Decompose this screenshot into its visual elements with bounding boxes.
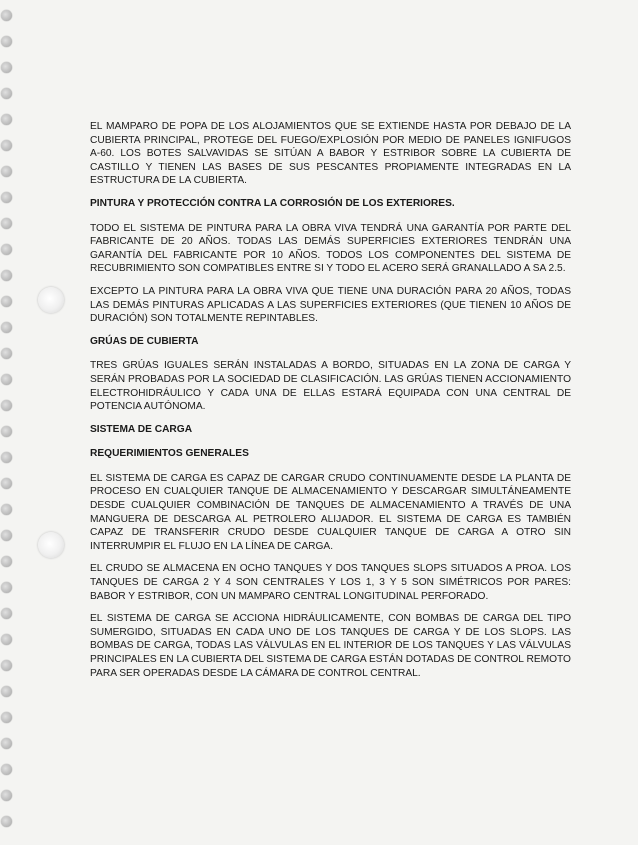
binder-hole: [1, 660, 12, 671]
heading-pintura: PINTURA Y PROTECCIÓN CONTRA LA CORROSIÓN DE LOS EXTERIORES.: [90, 197, 455, 209]
paragraph-pintura-garantia: TODO EL SISTEMA DE PINTURA PARA LA OBRA VIVA TENDRÁ UNA GARANTÍA POR PARTE DEL FABRICANTE DE 20 AÑOS. TODAS LAS DEMÁS SUPERFICIES EXTERIORES TENDRÁN UNA GARANTÍA DEL FABRICANTE POR 10 AÑOS. TODOS LOS COMPONENTES DEL SISTEMA DE RECUBRIMIENTO SON COMPATIBLES ENTRE SI Y TODO EL ACERO SERÁ GRANALLADO A SA 2.5.: [90, 222, 571, 275]
binder-hole: [1, 582, 12, 593]
heading-sistema-carga: SISTEMA DE CARGA: [90, 423, 193, 435]
binder-hole: [1, 764, 12, 775]
binder-hole: [1, 712, 12, 723]
paragraph-gruas: TRES GRÚAS IGUALES SERÁN INSTALADAS A BORDO, SITUADAS EN LA ZONA DE CARGA Y SERÁN PROBADAS POR LA SOCIEDAD DE CLASIFICACIÓN. LAS GRÚAS TIENEN ACCIONAMIENTO ELECTROHIDRÁULICO Y CADA UNA DE ELLAS ESTARÁ EQUIPADA CON UNA CENTRAL DE POTENCIA AUTÓNOMA.: [90, 360, 571, 413]
binder-hole: [1, 426, 12, 437]
binder-hole: [1, 816, 12, 827]
binder-hole: [1, 504, 12, 515]
paragraph-pintura-excepto: EXCEPTO LA PINTURA PARA LA OBRA VIVA QUE TIENE UNA DURACIÓN PARA 20 AÑOS, TODAS LAS DEMÁS PINTURAS APLICADAS A LAS SUPERFICIES EXTERIORES (QUE TIENEN 10 AÑOS DE DURACIÓN) SON TOTALMENTE REPINTABLES.: [90, 285, 571, 325]
binder-hole: [1, 738, 12, 749]
binder-hole: [1, 192, 12, 203]
document-body: [90, 120, 571, 689]
binder-hole: [1, 140, 12, 151]
binder-hole: [1, 374, 12, 385]
binder-hole: [1, 62, 12, 73]
binder-hole: [1, 400, 12, 411]
punch-hole-bottom: [38, 532, 64, 558]
heading-requerimientos: REQUERIMIENTOS GENERALES: [90, 448, 249, 460]
binder-hole: [1, 686, 12, 697]
binder-hole: [1, 790, 12, 801]
paragraph-crudo: EL CRUDO SE ALMACENA EN OCHO TANQUES Y DOS TANQUES SLOPS SITUADOS A PROA. LOS TANQUES DE CARGA 2 Y 4 SON CENTRALES Y LOS 1, 3 Y 5 SON SIMÉTRICOS POR PARES: BABOR Y ESTRIBOR, CON UN MAMPARO CENTRAL LONGITUDINAL PERFORADO.: [90, 563, 571, 602]
binder-hole: [1, 556, 12, 567]
binder-hole: [1, 452, 12, 463]
binder-hole: [1, 322, 12, 333]
punch-hole-top: [38, 287, 64, 313]
binder-holes: [0, 0, 22, 845]
paragraph-mamparo: EL MAMPARO DE POPA DE LOS ALOJAMIENTOS QUE SE EXTIENDE HASTA POR DEBAJO DE LA CUBIERTA PRINCIPAL, PROTEGE DEL FUEGO/EXPLOSIÓN POR MEDIO DE PANELES IGNIFUGOS A-60. LOS BOTES SALVAVIDAS SE SITÚAN A BABOR Y ESTRIBOR SOBRE LA CUBIERTA DE CASTILLO Y TIENEN LAS BASES DE SUS PESCANTES PROPIAMENTE INTEGRADAS EN LA ESTRUCTURA DE LA CUBIERTA.: [90, 121, 571, 187]
binder-hole: [1, 166, 12, 177]
binder-hole: [1, 608, 12, 619]
binder-hole: [1, 270, 12, 281]
heading-gruas: GRÚAS DE CUBIERTA: [90, 335, 199, 347]
paragraph-accionamiento: EL SISTEMA DE CARGA SE ACCIONA HIDRÁULICAMENTE, CON BOMBAS DE CARGA DEL TIPO SUMERGIDO, SITUADAS EN CADA UNO DE LOS TANQUES DE CARGA Y DE LOS SLOPS. LAS BOMBAS DE CARGA, TODAS LAS VÁLVULAS EN EL INTERIOR DE LOS TANQUES Y LAS VÁLVULAS PRINCIPALES EN LA CUBIERTA DEL SISTEMA DE CARGA ESTÁN DOTADAS DE CONTROL REMOTO PARA SER OPERADAS DESDE LA CÁMARA DE CONTROL CENTRAL.: [90, 613, 571, 679]
binder-hole: [1, 634, 12, 645]
paragraph-sistema-carga: EL SISTEMA DE CARGA ES CAPAZ DE CARGAR CRUDO CONTINUAMENTE DESDE LA PLANTA DE PROCESO EN CUALQUIER TANQUE DE ALMACENAMIENTO Y DESCARGAR SIMULTÁNEAMENTE DESDE CUALQUIER COMBINACIÓN DE TANQUES DE ALMACENAMIENTO A TRAVÉS DE UNA MANGUERA DE DESCARGA AL PETROLERO ALIJADOR. EL SISTEMA DE CARGA ES TAMBIÉN CAPAZ DE TRANSFERIR CRUDO DESDE CUALQUIER TANQUE DE CARGA A OTRO SIN INTERRUMPIR EL FLUJO EN LA LÍNEA DE CARGA.: [90, 472, 571, 552]
binder-hole: [1, 348, 12, 359]
binder-hole: [1, 478, 12, 489]
binder-hole: [1, 88, 12, 99]
binder-hole: [1, 36, 12, 47]
binder-hole: [1, 530, 12, 541]
binder-hole: [1, 114, 12, 125]
binder-hole: [1, 218, 12, 229]
binder-hole: [1, 296, 12, 307]
binder-hole: [1, 10, 12, 21]
binder-hole: [1, 244, 12, 255]
